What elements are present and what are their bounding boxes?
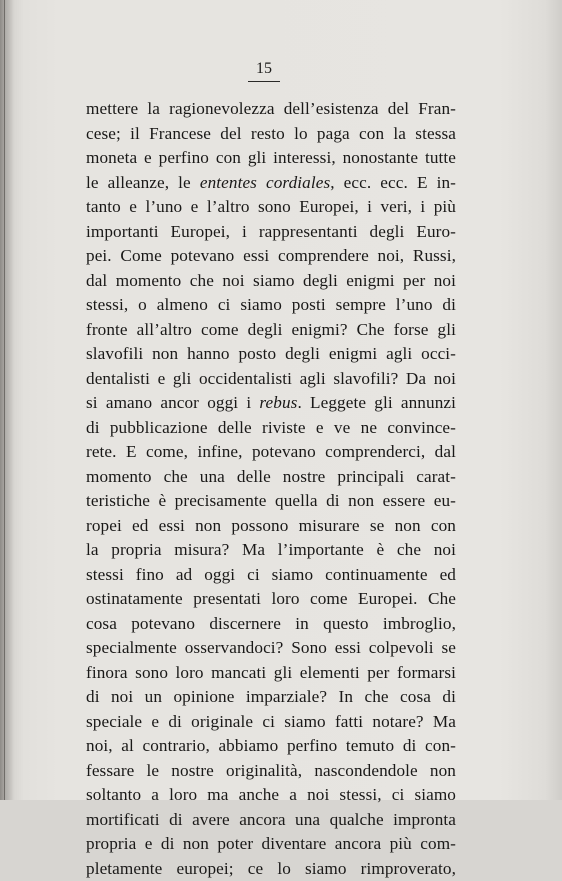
text-line: ropei ed essi non possono misurare se non con xyxy=(86,514,456,539)
text-line: finora sono loro mancati gli elementi per formarsi xyxy=(86,661,456,686)
text-line: cosa potevano discernere in questo imbroglio, xyxy=(86,612,456,637)
text-line: propria e di non poter diventare ancora più com- xyxy=(86,832,456,857)
italic-phrase: ententes cordiales xyxy=(200,173,330,192)
text-line: specialmente osservandoci? Sono essi colpevoli se xyxy=(86,636,456,661)
text-line: la propria misura? Ma l’importante è che noi xyxy=(86,538,456,563)
text-line: fronte all’altro come degli enigmi? Che forse gli xyxy=(86,318,456,343)
text-line: importanti Europei, i rappresentanti degli Euro- xyxy=(86,220,456,245)
text-line: fessare le nostre originalità, nascondendole non xyxy=(86,759,456,784)
text-line: le alleanze, le ententes cordiales, ecc. ecc. E in- xyxy=(86,171,456,196)
text-line: moneta e perfino con gli interessi, nonostante tutte xyxy=(86,146,456,171)
text-line: cese; il Francese del resto lo paga con la stessa xyxy=(86,122,456,147)
text-line: pletamente europei; ce lo siamo rimproverato, xyxy=(86,857,456,881)
body-text xyxy=(86,97,456,881)
text-line: momento che una delle nostre principali carat- xyxy=(86,465,456,490)
page-number: 15 xyxy=(244,60,284,78)
binding-edge xyxy=(4,0,5,800)
text-line: mettere la ragionevolezza dell’esistenza del Fran- xyxy=(86,97,456,122)
text-line: di pubblicazione delle riviste e ve ne convince- xyxy=(86,416,456,441)
text-line: stessi fino ad oggi ci siamo continuamente ed xyxy=(86,563,456,588)
text-line: teristiche è precisamente quella di non essere eu- xyxy=(86,489,456,514)
text-line: speciale e di originale ci siamo fatti notare? Ma xyxy=(86,710,456,735)
text-line: dal momento che noi siamo degli enigmi per noi xyxy=(86,269,456,294)
text-line: dentalisti e gli occidentalisti agli slavofili? Da noi xyxy=(86,367,456,392)
text-line: stessi, o almeno ci siamo posti sempre l’uno di xyxy=(86,293,456,318)
italic-phrase: rebus xyxy=(259,393,297,412)
text-line: slavofili non hanno posto degli enigmi agli occi- xyxy=(86,342,456,367)
text-line: ostinatamente presentati loro come Europei. Che xyxy=(86,587,456,612)
text-line: mortificati di avere ancora una qualche impronta xyxy=(86,808,456,833)
text-line: di noi un opinione imparziale? In che cosa di xyxy=(86,685,456,710)
page-number-rule xyxy=(248,81,280,82)
text-line: noi, al contrario, abbiamo perfino temuto di con- xyxy=(86,734,456,759)
text-line: rete. E come, infine, potevano comprenderci, dal xyxy=(86,440,456,465)
binding-shadow xyxy=(0,0,14,800)
text-line: si amano ancor oggi i rebus. Leggete gli annunzi xyxy=(86,391,456,416)
text-line: tanto e l’uno e l’altro sono Europei, i veri, i più xyxy=(86,195,456,220)
text-line: soltanto a loro ma anche a noi stessi, ci siamo xyxy=(86,783,456,808)
text-line: pei. Come potevano essi comprendere noi, Russi, xyxy=(86,244,456,269)
